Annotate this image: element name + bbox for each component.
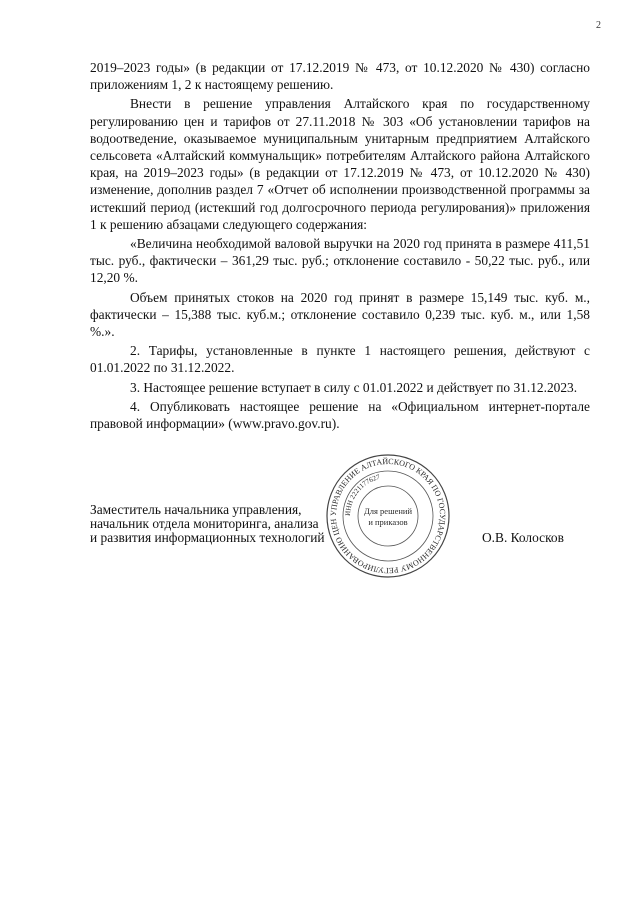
official-stamp	[324, 452, 452, 580]
stamp-inn-text: ИНН 2221177627	[343, 472, 381, 517]
paragraph-amendment: Внести в решение управления Алтайского края по государственному регулированию цен и тарифов от 27.11.2018 № 303 «Об установлении тарифов на водоотведение, оказываемое муниципальным унитарным предприятием Алтайского сельсовета «Алтайский коммунальщик» потребителям Алтайского района Алтайского края, на 2019–2023 годы» (в редакции от 17.12.2019 № 473, от 10.12.2020 № 430) изменение, дополнив раздел 7 «Отчет об исполнении производственной программы за истекший период (истекший год долгосрочного периода регулирования)» приложения 1 к решению абзацами следующего содержания:	[90, 96, 590, 232]
document-body	[90, 59, 590, 432]
signatory-title-line: Заместитель начальника управления,	[90, 502, 302, 517]
stamp-center-line2: и приказов	[368, 517, 408, 527]
signatory-name: О.В. Колосков	[482, 530, 564, 545]
paragraph-volume: Объем принятых стоков на 2020 год принят в размере 15,149 тыс. куб. м., фактически – 15,388 тыс. куб.м.; отклонение составило 0,239 тыс. куб. м., или 1,58 %.».	[90, 289, 590, 340]
paragraph-revenue: «Величина необходимой валовой выручки на 2020 год принята в размере 411,51 тыс. руб., фактически – 361,29 тыс. руб.; отклонение составило - 50,22 тыс. руб., или 12,20 %.	[90, 236, 590, 286]
paragraph-item-2: 2. Тарифы, установленные в пункте 1 настоящего решения, действуют с 01.01.2022 по 31.12.2022.	[90, 343, 590, 376]
page-number: 2	[596, 20, 601, 31]
paragraph-continuation: 2019–2023 годы» (в редакции от 17.12.2019 № 473, от 10.12.2020 № 430) согласно приложениям 1, 2 к настоящему решению.	[90, 60, 590, 93]
paragraph-item-3: 3. Настоящее решение вступает в силу с 01.01.2022 и действует по 31.12.2023.	[130, 379, 578, 395]
signatory-title-line: начальник отдела мониторинга, анализа	[90, 516, 319, 531]
paragraph-item-4: 4. Опубликовать настоящее решение на «Официальном интернет-портале правовой информации» (www.pravo.gov.ru).	[90, 398, 590, 432]
stamp-seal-graphic	[324, 452, 452, 580]
signatory-title-line: и развития информационных технологий	[90, 530, 325, 545]
stamp-ring-text: УПРАВЛЕНИЕ АЛТАЙСКОГО КРАЯ ПО ГОСУДАРСТВЕННОМУ РЕГУЛИРОВАНИЮ ЦЕН	[328, 456, 448, 576]
stamp-center-line1: Для решений	[363, 506, 413, 516]
